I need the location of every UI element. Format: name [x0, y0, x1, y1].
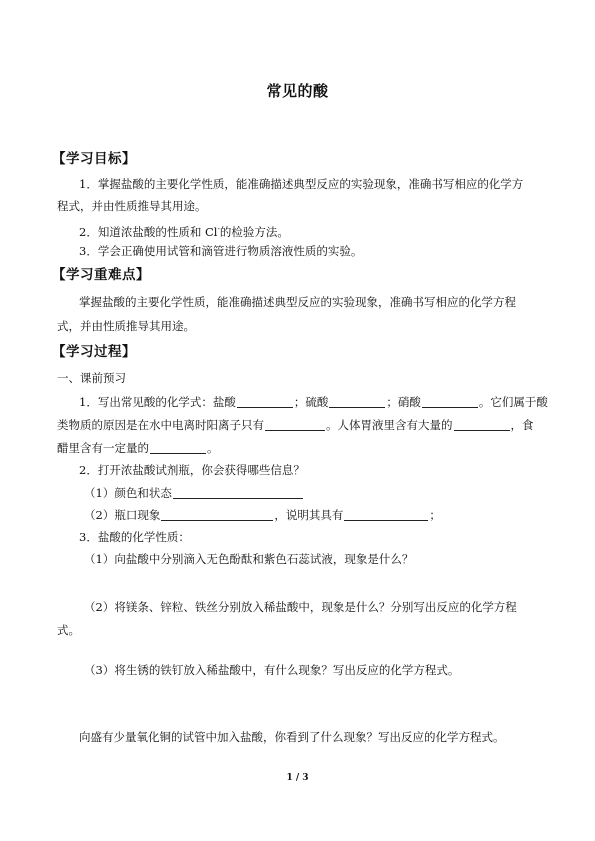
question-2-1	[84, 485, 304, 501]
q1-text-d: 。它们属于酸	[478, 395, 548, 409]
answer-blank-cation[interactable]	[265, 418, 325, 431]
q1-text-c: ；硝酸	[386, 395, 421, 409]
q1-text-g: ，食	[510, 418, 534, 432]
q2-1-text: （1）颜色和状态	[84, 486, 172, 500]
question-3-3: （3）将生锈的铁钉放入稀盐酸中，有什么现象？写出反应的化学方程式。	[84, 663, 460, 677]
question-1-line-3	[57, 440, 219, 456]
answer-blank-h2so4[interactable]	[329, 395, 385, 408]
q1-text-f: 。人体胃液里含有大量的	[326, 418, 453, 432]
question-1-line-1	[79, 394, 548, 410]
goal-2	[79, 221, 289, 240]
q1-text-h: 醋里含有一定量的	[57, 441, 149, 455]
q2-2-text-c: ；	[429, 508, 441, 522]
question-3-1: （1）向盐酸中分别滴入无色酚酞和紫色石蕊试液，现象是什么？	[84, 552, 414, 566]
answer-blank-vinegar-acid[interactable]	[150, 441, 206, 454]
goal-1-line-2: 程式，并由性质推导其用途。	[57, 199, 207, 213]
goal-3: 3．学会正确使用试管和滴管进行物质溶液性质的实验。	[79, 244, 363, 258]
answer-blank-property[interactable]	[344, 508, 428, 521]
q1-text-e: 类物质的原因是在水中电离时阳离子只有	[57, 418, 264, 432]
question-3: 3．盐酸的化学性质：	[79, 530, 190, 544]
q2-2-text-a: （2）瓶口现象	[84, 508, 161, 522]
answer-blank-hno3[interactable]	[422, 395, 478, 408]
answer-blank-gastric-acid[interactable]	[454, 418, 510, 431]
part-1-heading: 一、课前预习	[57, 371, 126, 385]
page-number: 1 / 3	[286, 773, 309, 783]
question-2: 2．打开浓盐酸试剂瓶，你会获得哪些信息？	[79, 463, 305, 477]
goal-2-superscript: -	[217, 225, 220, 233]
goal-2-text-b: 的检验方法。	[219, 225, 289, 239]
question-3-4: 向盛有少量氧化铜的试管中加入盐酸，你看到了什么现象？写出反应的化学方程式。	[79, 730, 505, 744]
q1-text-a: 1．写出常见酸的化学式：盐酸	[79, 395, 236, 409]
q1-text-i: 。	[207, 441, 219, 455]
answer-blank-color-state[interactable]	[173, 486, 303, 499]
question-1-line-2	[57, 417, 534, 433]
section-heading-process: 【学习过程】	[52, 344, 136, 360]
question-3-2-line-2: 式。	[57, 623, 80, 637]
answer-blank-hcl[interactable]	[237, 395, 293, 408]
section-heading-goals: 【学习目标】	[52, 151, 136, 167]
question-2-2	[84, 507, 441, 523]
goal-2-text-a: 2．知道浓盐酸的性质和 Cl	[79, 225, 218, 239]
page-title: 常见的酸	[266, 82, 329, 100]
section-heading-key-points: 【学习重难点】	[52, 267, 150, 283]
key-points-line-2: 式，并由性质推导其用途。	[57, 319, 195, 333]
q1-text-b: ；硫酸	[293, 395, 329, 409]
question-3-2-line-1: （2）将镁条、锌粒、铁丝分别放入稀盐酸中，现象是什么？分别写出反应的化学方程	[84, 600, 517, 614]
goal-1-line-1: 1．掌握盐酸的主要化学性质，能准确描述典型反应的实验现象，准确书写相应的化学方	[79, 177, 524, 191]
answer-blank-bottle-mouth[interactable]	[161, 508, 273, 521]
key-points-line-1: 掌握盐酸的主要化学性质，能准确描述典型反应的实验现象，准确书写相应的化学方程	[79, 295, 516, 309]
q2-2-text-b: ，说明其具有	[274, 508, 344, 522]
